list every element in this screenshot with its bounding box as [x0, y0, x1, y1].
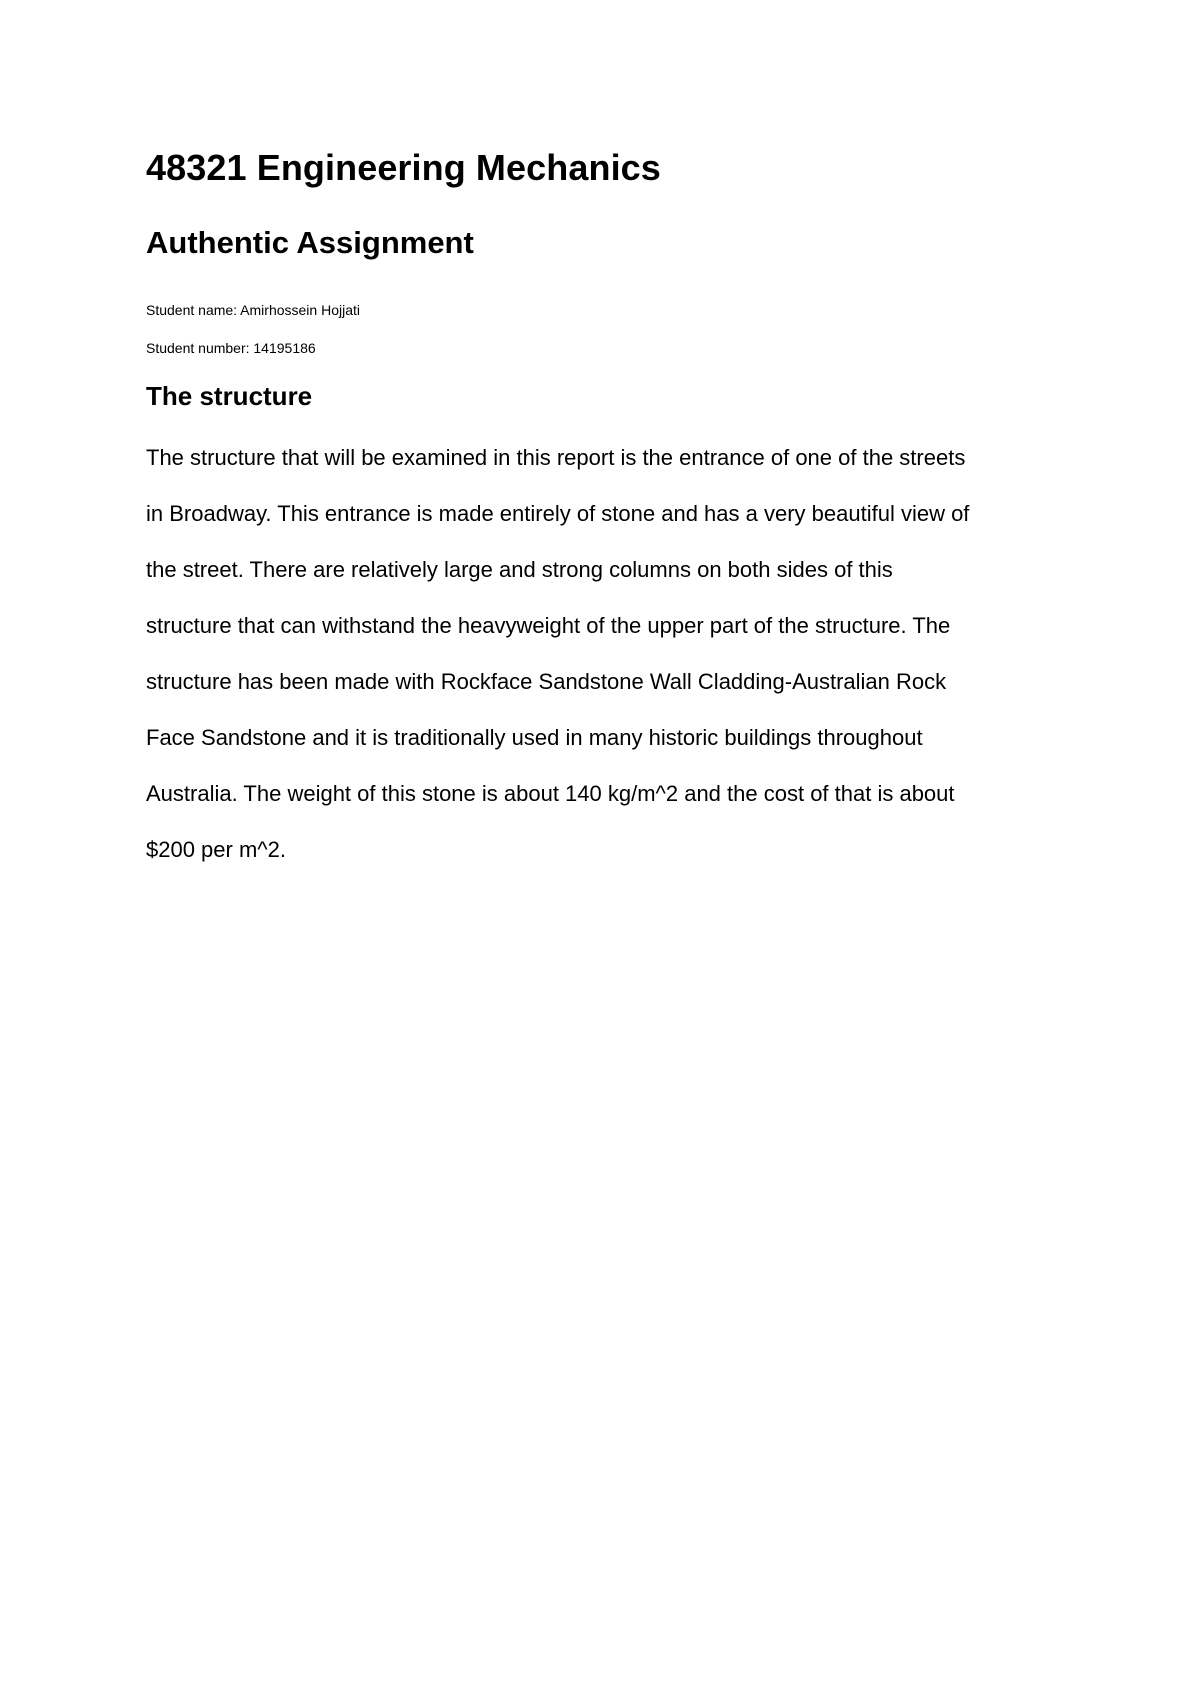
document-content [146, 140, 1076, 878]
student-number: Student number: 14195186 [146, 340, 316, 356]
course-title: 48321 Engineering Mechanics [146, 147, 661, 188]
body-paragraph: The structure that will be examined in this report is the entrance of one of the streets in Broadway. This entrance is made entirely of stone and has a very beautiful view of the street. There are relatively large and strong columns on both sides of this structure that can withstand the heavyweight of the upper part of the structure. The structure has been made with Rockface Sandstone Wall Cladding-Australian Rock Face Sandstone and it is traditionally used in many historic buildings throughout Australia. The weight of this stone is about 140 kg/m^2 and the cost of that is about $200 per m^2. [146, 445, 970, 862]
section-heading: The structure [146, 381, 313, 411]
assignment-title: Authentic Assignment [146, 225, 474, 260]
student-name: Student name: Amirhossein Hojjati [146, 302, 360, 318]
